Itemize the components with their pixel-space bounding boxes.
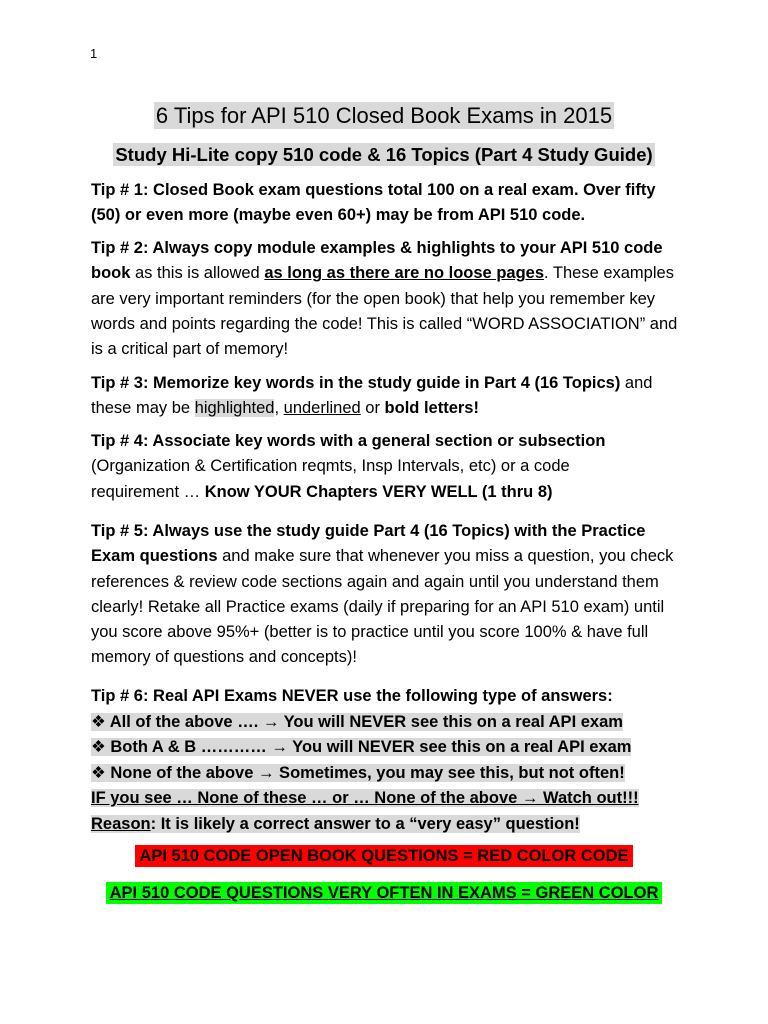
tip-2 xyxy=(91,236,691,362)
page-subtitle: Study Hi-Lite copy 510 code & 16 Topics (Part 4 Study Guide) xyxy=(115,144,653,165)
green-bar-label: API 510 CODE QUESTIONS VERY OFTEN IN EXAMS = GREEN COLOR xyxy=(106,882,663,904)
tip-3-text: and these may be xyxy=(91,374,653,418)
page-title: 6 Tips for API 510 Closed Book Exams in 2015 xyxy=(155,103,613,128)
tip-3-underlined-word: underlined xyxy=(283,399,361,418)
tip-6-heading-row xyxy=(91,684,639,710)
page-number: 1 xyxy=(90,46,98,61)
tip-4-heading: Tip # 4: Associate key words with a general section or subsection xyxy=(91,432,606,450)
tip-2-text-a: as this is allowed xyxy=(130,264,265,283)
tip-3 xyxy=(91,371,691,422)
tip-5 xyxy=(91,519,687,671)
tip-6-heading: Tip # 6: Real API Exams NEVER use the following type of answers: xyxy=(91,687,613,705)
tip-6-bullet-1: ❖ All of the above …. → You will NEVER see this on a real API exam xyxy=(91,712,623,731)
tip-3-heading: Tip # 3: Memorize key words in the study guide in Part 4 (16 Topics) xyxy=(91,374,621,392)
list-item xyxy=(91,812,639,838)
tip-3-comma: , xyxy=(274,399,284,418)
tip-2-heading: Tip # 2: Always copy module examples & highlights to your API 510 code book xyxy=(91,239,663,283)
tip-1: Tip # 1: Closed Book exam questions total 100 on a real exam. Over fifty (50) or even more (maybe even 60+) may be from API 510 code. xyxy=(91,181,656,225)
tip-6-bullet-3: ❖ None of the above → Sometimes, you may see this, but not often! xyxy=(91,763,625,782)
list-item xyxy=(91,786,639,812)
subtitle-wrap xyxy=(0,144,768,166)
tip-6-reason xyxy=(91,815,580,833)
tip-5-text: and make sure that whenever you miss a question, you check references & review code sections again and again until you understand them clearly! Retake all Practice exams (daily if preparing for an API 510 exam) until you score above 95%+ (better is to practice until you score 100% & have full memory of questions and concepts)! xyxy=(91,547,674,667)
tip-6-bullet-2: ❖ Both A & B ………… → You will NEVER see this on a real API exam xyxy=(91,738,632,756)
tip-6-watch-out: IF you see … None of these … or … None of the above → Watch out!!! xyxy=(91,789,639,807)
list-item xyxy=(91,761,639,787)
tip-3-bold-word: bold letters! xyxy=(384,399,479,418)
red-color-code-note xyxy=(0,847,768,866)
tip-2-text-b: . These examples are very important reminders (for the open book) that help you remember key words and points regarding the code! This is called “WORD ASSOCIATION” and is a critical part of memory! xyxy=(91,264,678,359)
tip-3-or: or xyxy=(360,399,385,418)
tip-6-reason-label: Reason xyxy=(91,814,151,833)
tip-5-heading: Tip # 5: Always use the study guide Part 4 (16 Topics) with the Practice Exam questions xyxy=(91,522,646,566)
red-bar-label: API 510 CODE OPEN BOOK QUESTIONS = RED COLOR CODE xyxy=(135,845,632,867)
tip-2-emphasis: as long as there are no loose pages xyxy=(264,264,545,283)
list-item xyxy=(91,735,639,761)
page-title-wrap xyxy=(0,103,768,129)
tip-4-emphasis: Know YOUR Chapters VERY WELL (1 thru 8) xyxy=(204,482,553,501)
list-item xyxy=(91,710,639,736)
green-color-code-note xyxy=(0,884,768,903)
tip-3-highlighted-word: highlighted xyxy=(194,399,275,418)
tip-4 xyxy=(91,429,651,505)
tip-6-reason-text: : It is likely a correct answer to a “very easy” question! xyxy=(150,814,580,833)
tip-6 xyxy=(91,684,639,837)
tip-4-text: (Organization & Certification reqmts, Insp Intervals, etc) or a code requirement … xyxy=(91,457,570,501)
